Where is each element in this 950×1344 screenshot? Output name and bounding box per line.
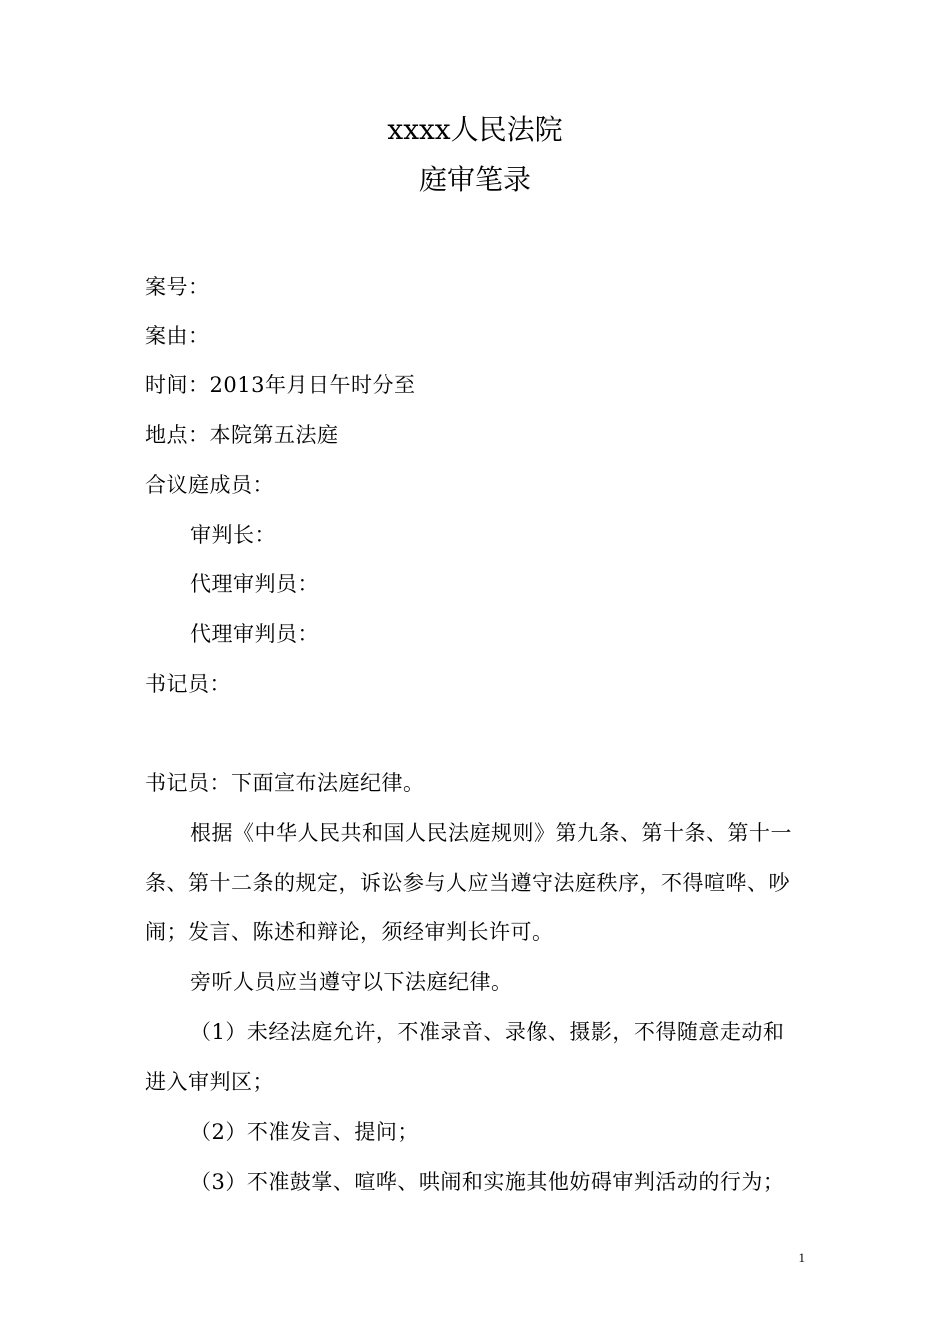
- discipline-announcement: 书记员：下面宣布法庭纪律。: [145, 771, 425, 795]
- case-number-field: 案号：: [145, 275, 210, 299]
- page-number: 1: [798, 1250, 805, 1265]
- paragraph-rules-line-1: 根据《中华人民共和国人民法庭规则》第九条、第十条、第十一: [190, 821, 792, 845]
- clerk-field: 书记员：: [145, 672, 231, 696]
- document-title: 庭审笔录: [418, 163, 531, 196]
- paragraph-audience-rules: 旁听人员应当遵守以下法庭纪律。: [190, 970, 513, 994]
- rule-item-1-line-2: 进入审判区；: [145, 1070, 274, 1094]
- presiding-judge-field: 审判长：: [190, 523, 276, 547]
- place-field: 地点：本院第五法庭: [145, 423, 339, 447]
- acting-judge-field-2: 代理审判员：: [190, 622, 319, 646]
- rule-item-1-line-1: （1）未经法庭允许，不准录音、录像、摄影，不得随意走动和: [190, 1020, 785, 1044]
- panel-members-label: 合议庭成员：: [145, 473, 274, 497]
- acting-judge-field-1: 代理审判员：: [190, 572, 319, 596]
- case-cause-field: 案由：: [145, 324, 210, 348]
- rule-item-2: （2）不准发言、提问；: [190, 1120, 419, 1144]
- time-field: 时间：2013年月日午时分至: [145, 373, 416, 397]
- paragraph-rules-line-2: 条、第十二条的规定，诉讼参与人应当遵守法庭秩序，不得喧哗、吵: [145, 871, 790, 895]
- court-name: xxxx人民法院: [387, 113, 563, 146]
- paragraph-rules-line-3: 闹；发言、陈述和辩论，须经审判长许可。: [145, 920, 554, 944]
- rule-item-3: （3）不准鼓掌、喧哗、哄闹和实施其他妨碍审判活动的行为；: [190, 1170, 785, 1194]
